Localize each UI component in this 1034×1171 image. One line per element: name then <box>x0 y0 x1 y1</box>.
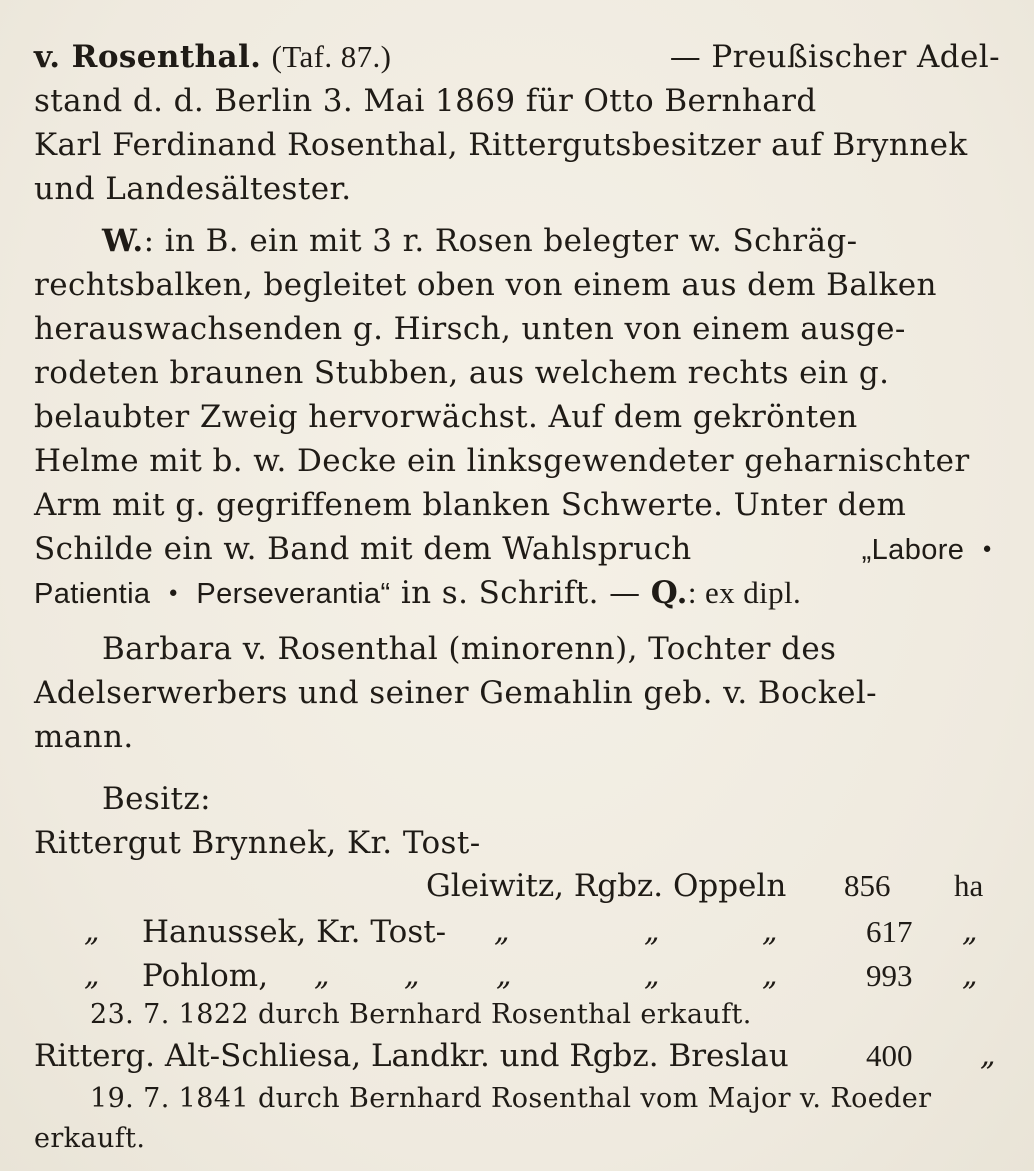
estate-3-ditto-1: „ <box>314 958 330 993</box>
plate-reference: (Taf. 87.) <box>271 39 392 74</box>
blazon-line-9 <box>34 572 1000 616</box>
estate-4-unit: „ <box>980 1038 996 1073</box>
estate-2-row <box>34 910 1000 954</box>
blazon-line-2: rechtsbalken, begleitet oben von einem aus dem Balken <box>34 267 937 303</box>
estate-3-ditto-3: „ <box>496 958 512 993</box>
estate-1-area: 856 <box>844 868 891 903</box>
blazon-line-6: Helme mit b. w. Decke ein linksgewendeter geharnischter <box>34 443 970 479</box>
ennoblement-line-2: stand d. d. Berlin 3. Mai 1869 für Otto Bernhard <box>34 83 817 119</box>
estate-4-row <box>34 1034 1000 1078</box>
motto-separator: • <box>980 537 994 563</box>
estate-4-area: 400 <box>866 1038 913 1073</box>
family-name: v. Rosenthal. <box>34 39 262 75</box>
source-text: : ex dipl. <box>687 575 802 610</box>
member-line-1: Barbara v. Rosenthal (minorenn), Tochter des <box>102 631 837 667</box>
motto-word-1: „Labore <box>861 534 965 566</box>
motto-word-2: Patientia <box>34 578 151 610</box>
possessions-heading: Besitz: <box>102 781 211 817</box>
estate-3-area: 993 <box>866 958 913 993</box>
acquisition-note-2: 19. 7. 1841 durch Bernhard Rosenthal vom Major v. Roeder <box>90 1083 932 1114</box>
estate-2-ditto-2: „ <box>644 914 660 949</box>
estate-1-unit: ha <box>954 868 984 903</box>
source-label: Q. <box>650 575 688 611</box>
motto-trailer: in s. Schrift. — <box>400 575 641 611</box>
estate-1-location: Gleiwitz, Rgbz. Oppeln <box>426 868 787 904</box>
estate-2-name: Hanussek, Kr. Tost- <box>142 914 447 950</box>
estate-4-name: Ritterg. Alt-Schliesa, Landkr. und Rgbz. Breslau <box>34 1038 789 1074</box>
motto-word-3: Perseverantia“ <box>196 578 391 610</box>
estate-2-unit: „ <box>962 914 978 949</box>
blazon-line-1: W.: in B. ein mit 3 r. Rosen belegter w. Schräg- <box>102 223 858 259</box>
blazon-line-3: herauswachsenden g. Hirsch, unten von einem ausge- <box>34 311 906 347</box>
motto-separator-2: • <box>166 581 181 607</box>
member-line-3: mann. <box>34 719 134 755</box>
blazon-line-4: rodeten braunen Stubben, aus welchem rechts ein g. <box>34 355 890 391</box>
acquisition-note-1: 23. 7. 1822 durch Bernhard Rosenthal erkauft. <box>90 999 752 1030</box>
ennoblement-line-4: und Landesältester. <box>34 171 352 207</box>
estate-3-ditto-lead: „ <box>84 958 100 993</box>
entry-heading-line <box>34 36 1000 78</box>
estate-3-ditto-5: „ <box>762 958 778 993</box>
blazon-line-7: Arm mit g. gegriffenem blanken Schwerte. Unter dem <box>34 487 907 523</box>
estate-1-name: Rittergut Brynnek, Kr. Tost- <box>34 825 481 861</box>
estate-2-ditto-1: „ <box>494 914 510 949</box>
estate-3-ditto-2: „ <box>404 958 420 993</box>
estate-3-row <box>34 954 1000 998</box>
member-line-2: Adelserwerbers und seiner Gemahlin geb. v. Bockel- <box>34 675 878 711</box>
estate-1-row <box>34 864 1000 908</box>
blazon-line-8: Schilde ein w. Band mit dem Wahlspruch „Labore • <box>34 531 994 567</box>
estate-2-ditto-3: „ <box>762 914 778 949</box>
ennoblement-line-3: Karl Ferdinand Rosenthal, Rittergutsbesitzer auf Brynnek <box>34 127 968 163</box>
estate-2-area: 617 <box>866 914 913 949</box>
estate-3-unit: „ <box>962 958 978 993</box>
estate-3-name: Pohlom, <box>142 958 269 994</box>
estate-3-ditto-4: „ <box>644 958 660 993</box>
ennoblement-text-1: — Preußischer Adel- <box>669 39 1000 75</box>
blazon-line-5: belaubter Zweig hervorwächst. Auf dem gekrönten <box>34 399 858 435</box>
acquisition-note-2-end: erkauft. <box>34 1123 146 1154</box>
estate-2-ditto-lead: „ <box>84 914 100 949</box>
blazon-label: W. <box>102 223 144 259</box>
